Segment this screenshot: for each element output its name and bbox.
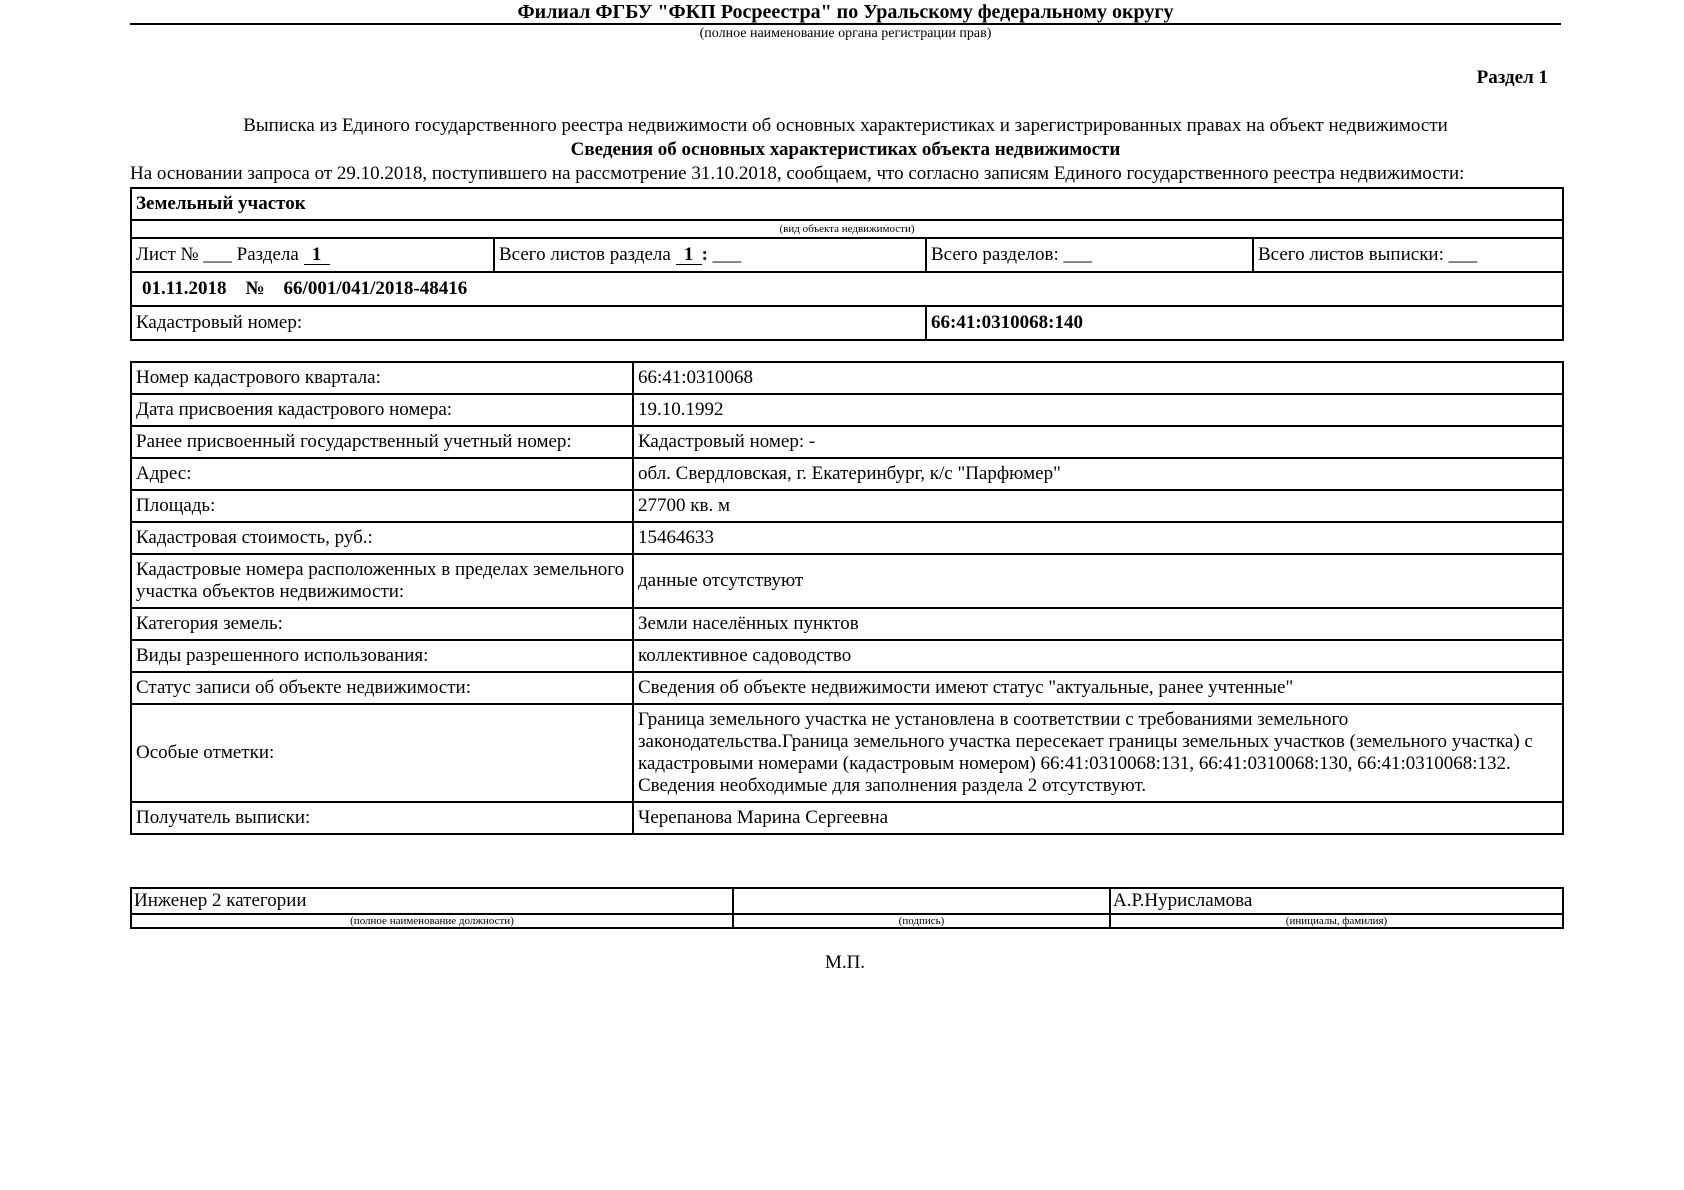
name-caption: (инициалы, фамилия)	[1110, 914, 1563, 928]
row-label: Особые отметки:	[131, 704, 633, 802]
total-sheets-section-blank: ___	[712, 244, 742, 265]
total-sheets-extract-blank: ___	[1448, 244, 1478, 265]
row-value: Черепанова Марина Сергеевна	[633, 802, 1563, 834]
row-value: 66:41:0310068	[633, 362, 1563, 394]
total-sheets-section-cell	[494, 238, 926, 272]
row-label: Ранее присвоенный государственный учетный номер:	[131, 426, 633, 458]
total-sheets-section-suffix: :	[701, 244, 708, 265]
row-value: Граница земельного участка не установлена в соответствии с требованиями земельного законодательства.Граница земельного участка пересекает границы земельных участков (земельного участка) с кадастровыми номерами (кадастровым номером) 66:41:0310068:131, 66:41:0310068:130, 66:41:0310068:132. Сведения необходимые для заполнения раздела 2 отсутствуют.	[633, 704, 1563, 802]
object-type: Земельный участок	[131, 188, 1563, 220]
characteristics-table	[130, 361, 1564, 835]
section-label: Раздел 1	[1476, 67, 1548, 88]
row-label: Получатель выписки:	[131, 802, 633, 834]
extract-number: 66/001/041/2018-48416	[283, 278, 468, 299]
request-intro: На основании запроса от 29.10.2018, поступившего на рассмотрение 31.10.2018, сообщаем, что согласно записям Единого государственного реестра недвижимости:	[130, 163, 1465, 184]
table-row	[131, 458, 1563, 490]
document-subtitle: Сведения об основных характеристиках объекта недвижимости	[570, 139, 1121, 160]
row-label: Виды разрешенного использования:	[131, 640, 633, 672]
total-sheets-extract-cell	[1253, 238, 1563, 272]
header-table	[130, 187, 1564, 341]
table-row	[131, 704, 1563, 802]
total-sections-blank: ___	[1063, 244, 1093, 265]
extract-date: 01.11.2018	[142, 278, 227, 299]
signature-table	[130, 887, 1564, 929]
registration-authority-name: Филиал ФГБУ "ФКП Росреестра" по Уральскому федеральному округу	[130, 0, 1561, 25]
row-label: Адрес:	[131, 458, 633, 490]
total-sheets-extract-label: Всего листов выписки:	[1258, 244, 1444, 265]
total-sections-label: Всего разделов:	[931, 244, 1059, 265]
table-row	[131, 362, 1563, 394]
total-sheets-section-label: Всего листов раздела	[499, 244, 671, 265]
row-label: Номер кадастрового квартала:	[131, 362, 633, 394]
table-row	[131, 608, 1563, 640]
total-sheets-section-number: 1	[676, 246, 702, 265]
row-value: 19.10.1992	[633, 394, 1563, 426]
sheet-blank: ___	[203, 244, 232, 265]
section-word: Раздела	[236, 244, 299, 265]
row-value: обл. Свердловская, г. Екатеринбург, к/с "Парфюмер"	[633, 458, 1563, 490]
cadastral-number-label: Кадастровый номер:	[131, 306, 926, 340]
row-label: Площадь:	[131, 490, 633, 522]
sheet-number-cell	[131, 238, 494, 272]
row-value: Земли населённых пунктов	[633, 608, 1563, 640]
table-row	[131, 394, 1563, 426]
signer-position: Инженер 2 категории	[131, 888, 733, 914]
object-type-caption: (вид объекта недвижимости)	[131, 220, 1563, 238]
row-value: коллективное садоводство	[633, 640, 1563, 672]
cadastral-number-value: 66:41:0310068:140	[926, 306, 1563, 340]
table-row	[131, 802, 1563, 834]
position-caption: (полное наименование должности)	[131, 914, 733, 928]
row-value: Кадастровый номер: -	[633, 426, 1563, 458]
registration-authority-caption: (полное наименование органа регистрации прав)	[699, 26, 992, 41]
section-number: 1	[304, 246, 330, 265]
row-label: Категория земель:	[131, 608, 633, 640]
total-sections-cell	[926, 238, 1253, 272]
table-row	[131, 490, 1563, 522]
table-row	[131, 672, 1563, 704]
stamp-place: М.П.	[824, 952, 866, 973]
row-label: Кадастровые номера расположенных в пределах земельного участка объектов недвижимости:	[131, 554, 633, 608]
row-value: 15464633	[633, 522, 1563, 554]
table-row	[131, 554, 1563, 608]
signer-name: А.Р.Нурисламова	[1110, 888, 1563, 914]
signature-field	[733, 888, 1110, 914]
row-value: 27700 кв. м	[633, 490, 1563, 522]
table-row	[131, 640, 1563, 672]
extract-date-number-cell	[131, 272, 1563, 306]
table-row	[131, 522, 1563, 554]
sheet-label: Лист №	[136, 244, 199, 265]
number-sign: №	[245, 278, 265, 299]
characteristics-rows	[131, 362, 1563, 834]
row-value: Сведения об объекте недвижимости имеют статус "актуальные, ранее учтенные"	[633, 672, 1563, 704]
row-value: данные отсутствуют	[633, 554, 1563, 608]
table-row	[131, 426, 1563, 458]
row-label: Кадастровая стоимость, руб.:	[131, 522, 633, 554]
signature-caption: (подпись)	[733, 914, 1110, 928]
row-label: Дата присвоения кадастрового номера:	[131, 394, 633, 426]
row-label: Статус записи об объекте недвижимости:	[131, 672, 633, 704]
document-title: Выписка из Единого государственного реестра недвижимости об основных характеристиках и зарегистрированных правах на объект недвижимости	[243, 115, 1448, 136]
